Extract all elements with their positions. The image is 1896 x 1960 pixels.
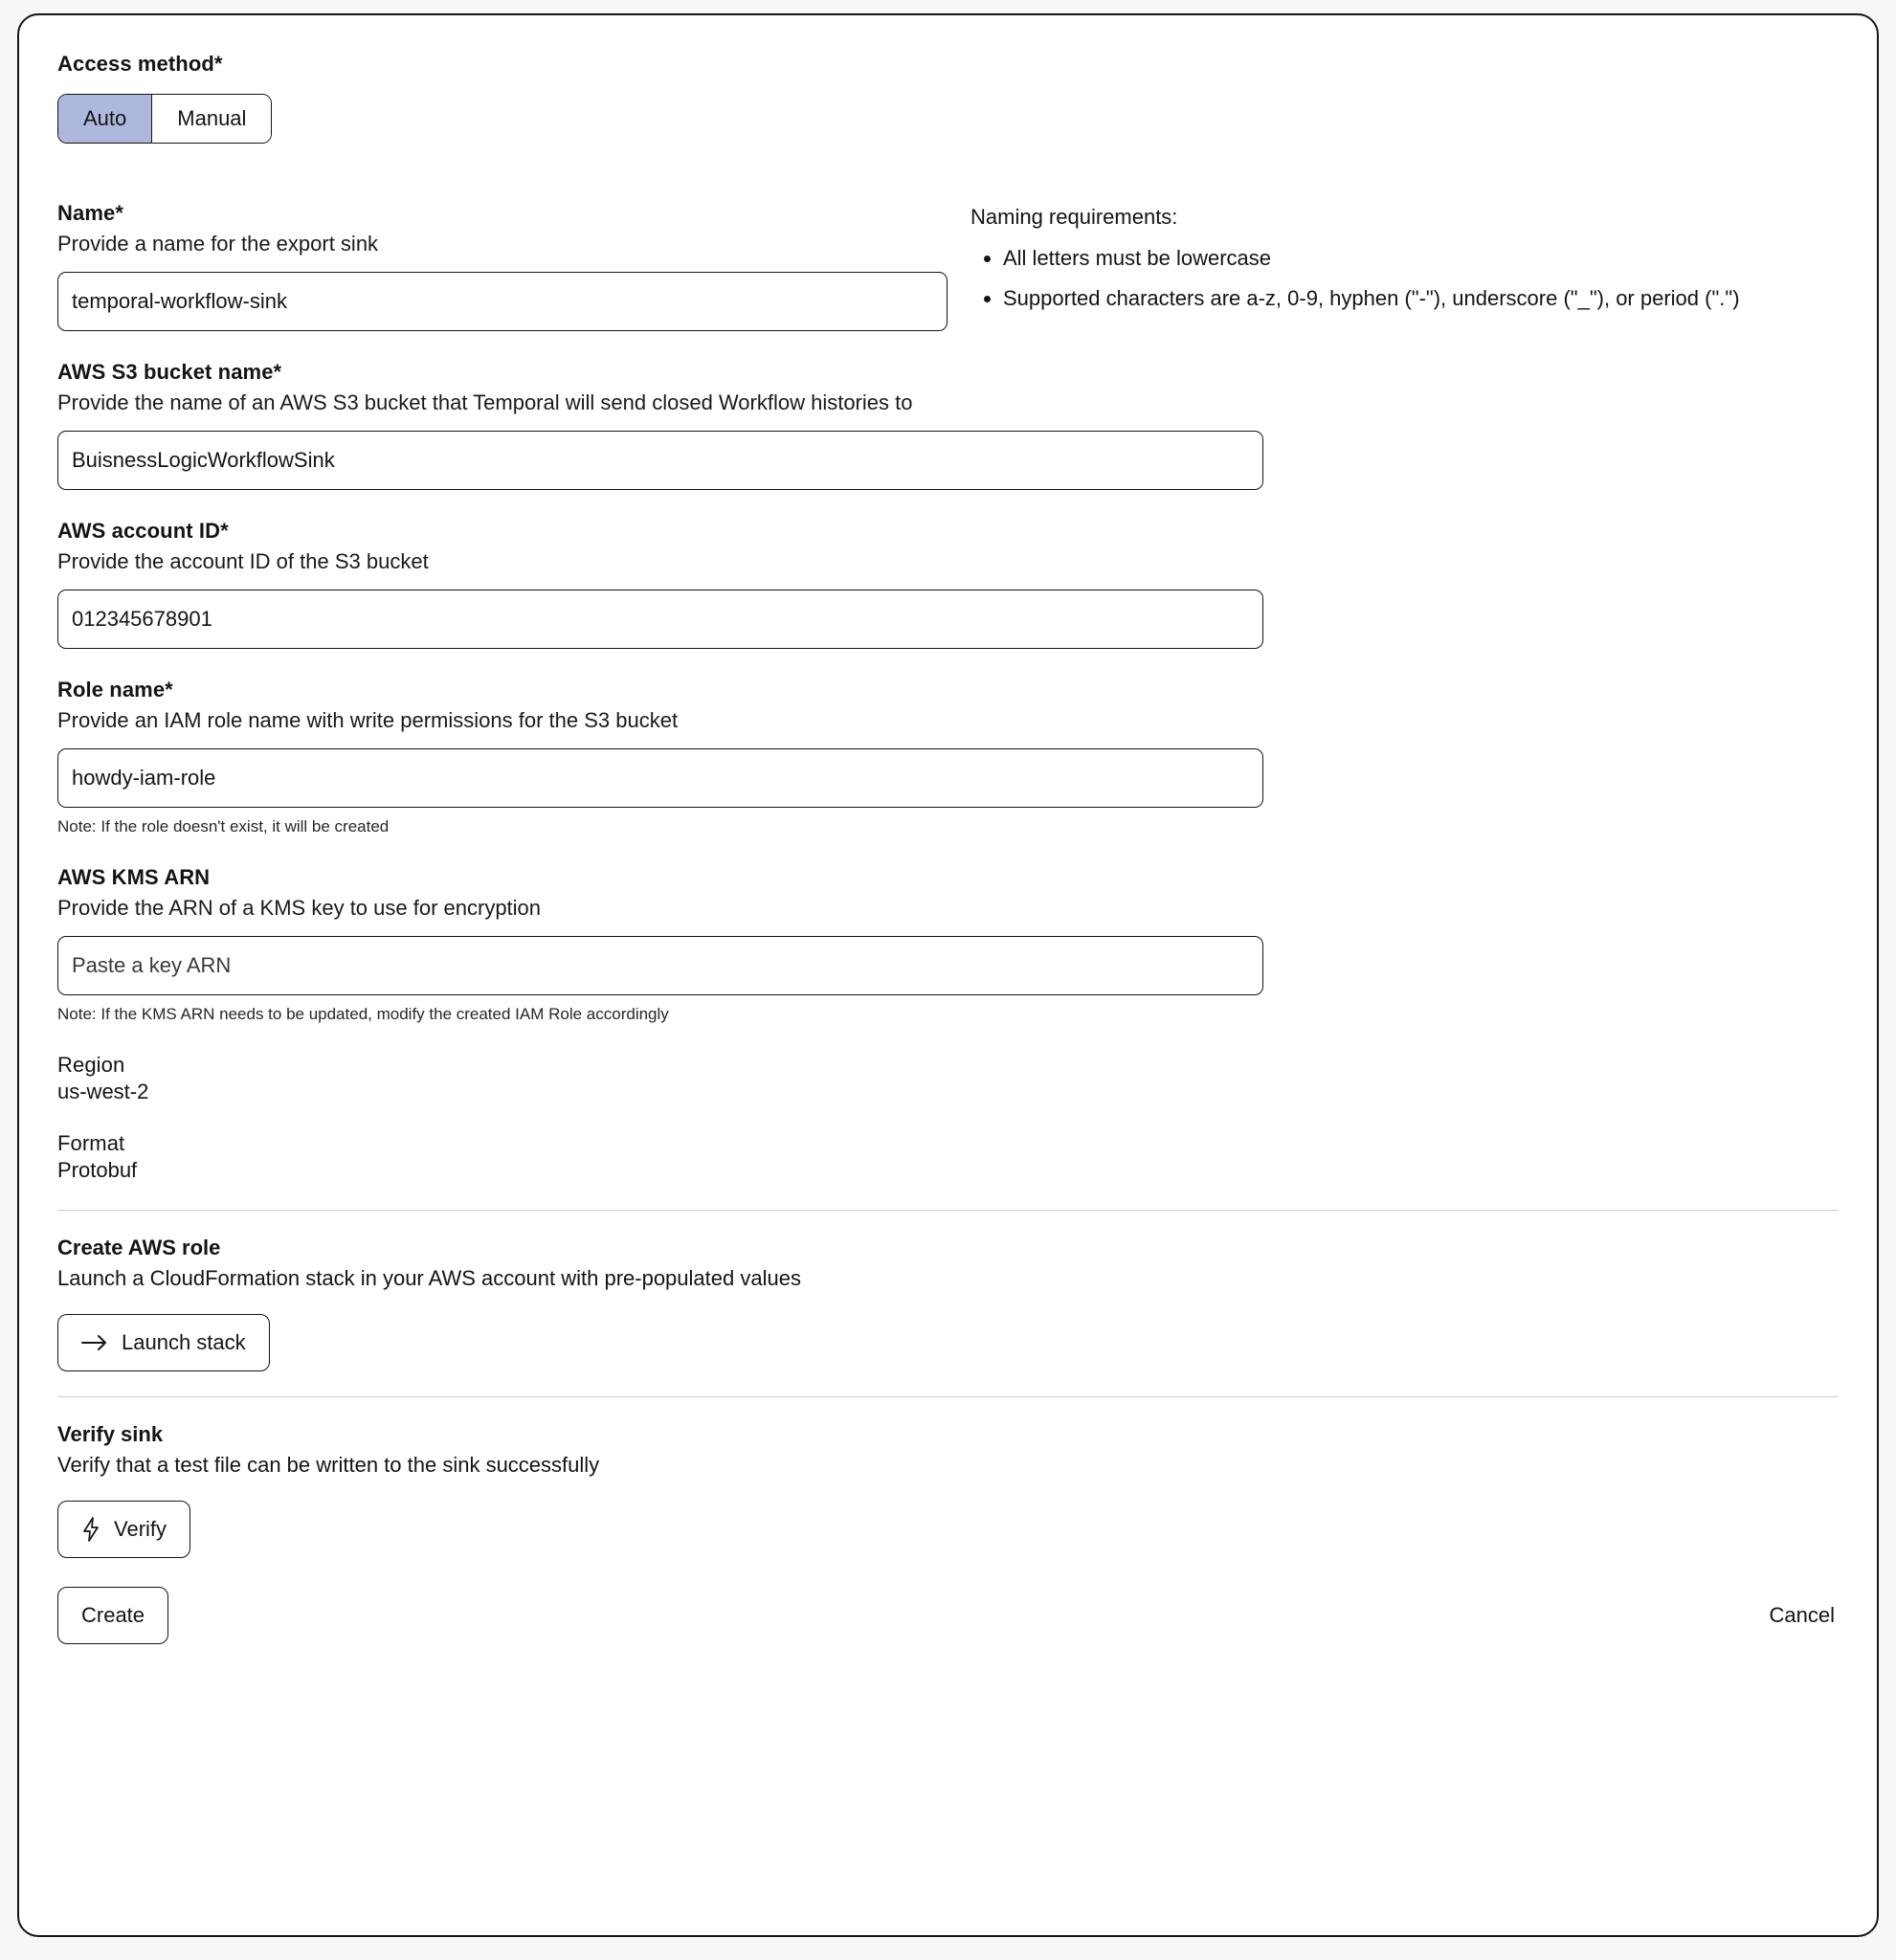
create-button[interactable] (57, 1587, 168, 1644)
format-value: Protobuf (57, 1158, 138, 1182)
region-value: us-west-2 (57, 1080, 149, 1103)
name-label: Name* (57, 201, 123, 225)
format-group (57, 1131, 1839, 1183)
verify-button[interactable] (57, 1501, 190, 1558)
name-input[interactable] (57, 272, 948, 331)
role-name-description: Provide an IAM role name with write permissions for the S3 bucket (57, 708, 679, 732)
region-label: Region (57, 1053, 125, 1077)
create-button-label: Create (81, 1603, 145, 1627)
divider (57, 1396, 1839, 1397)
role-name-note: Note: If the role doesn't exist, it will be created (57, 817, 390, 835)
create-aws-role-section (57, 1236, 1839, 1371)
lightning-bolt-icon (81, 1517, 100, 1542)
naming-requirements (970, 201, 1839, 321)
cancel-button[interactable]: Cancel (1766, 1603, 1839, 1628)
create-aws-role-title: Create AWS role (57, 1236, 221, 1259)
account-id-label: AWS account ID* (57, 519, 229, 543)
verify-sink-description: Verify that a test file can be written to the sink successfully (57, 1453, 600, 1477)
access-method-option-manual[interactable]: Manual (151, 95, 271, 143)
export-sink-form-panel (17, 13, 1879, 1937)
verify-label: Verify (114, 1517, 167, 1541)
verify-sink-section (57, 1422, 1839, 1558)
verify-sink-title: Verify sink (57, 1422, 164, 1446)
bucket-label: AWS S3 bucket name* (57, 360, 282, 384)
kms-arn-input[interactable] (57, 936, 1263, 995)
kms-arn-group (57, 865, 1839, 1024)
launch-stack-button[interactable] (57, 1314, 270, 1371)
bucket-group (57, 360, 1839, 490)
format-label: Format (57, 1131, 125, 1155)
access-method-option-auto[interactable]: Auto (58, 95, 151, 143)
form-footer (57, 1587, 1839, 1644)
account-id-description: Provide the account ID of the S3 bucket (57, 549, 429, 573)
naming-requirements-list (970, 241, 1839, 315)
name-description: Provide a name for the export sink (57, 232, 379, 256)
account-id-group (57, 519, 1839, 649)
role-name-input[interactable] (57, 748, 1263, 808)
create-aws-role-description: Launch a CloudFormation stack in your AWS account with pre-populated values (57, 1266, 801, 1290)
kms-arn-label: AWS KMS ARN (57, 865, 211, 889)
access-method-toggle[interactable] (57, 94, 272, 144)
access-method-group (57, 52, 1839, 176)
kms-arn-note: Note: If the KMS ARN needs to be updated, modify the created IAM Role accordingly (57, 1005, 669, 1023)
arrow-right-icon (81, 1333, 108, 1352)
name-and-requirements-row (57, 201, 1839, 331)
divider (57, 1210, 1839, 1211)
role-name-label: Role name* (57, 678, 173, 702)
naming-requirements-title: Naming requirements: (970, 205, 1178, 229)
access-method-label: Access method* (57, 52, 223, 76)
role-name-group (57, 678, 1839, 836)
region-group (57, 1053, 1839, 1104)
bucket-description: Provide the name of an AWS S3 bucket that Temporal will send closed Workflow histories to (57, 390, 913, 414)
account-id-input[interactable] (57, 590, 1263, 649)
bucket-input[interactable] (57, 431, 1263, 490)
name-column (57, 201, 948, 331)
naming-requirement-item: • All letters must be lowercase (1003, 241, 1839, 276)
naming-requirement-item: • Supported characters are a-z, 0-9, hyphen ("-"), underscore ("_"), or period (".") (1003, 281, 1839, 316)
launch-stack-label: Launch stack (122, 1330, 246, 1354)
kms-arn-description: Provide the ARN of a KMS key to use for encryption (57, 896, 542, 920)
